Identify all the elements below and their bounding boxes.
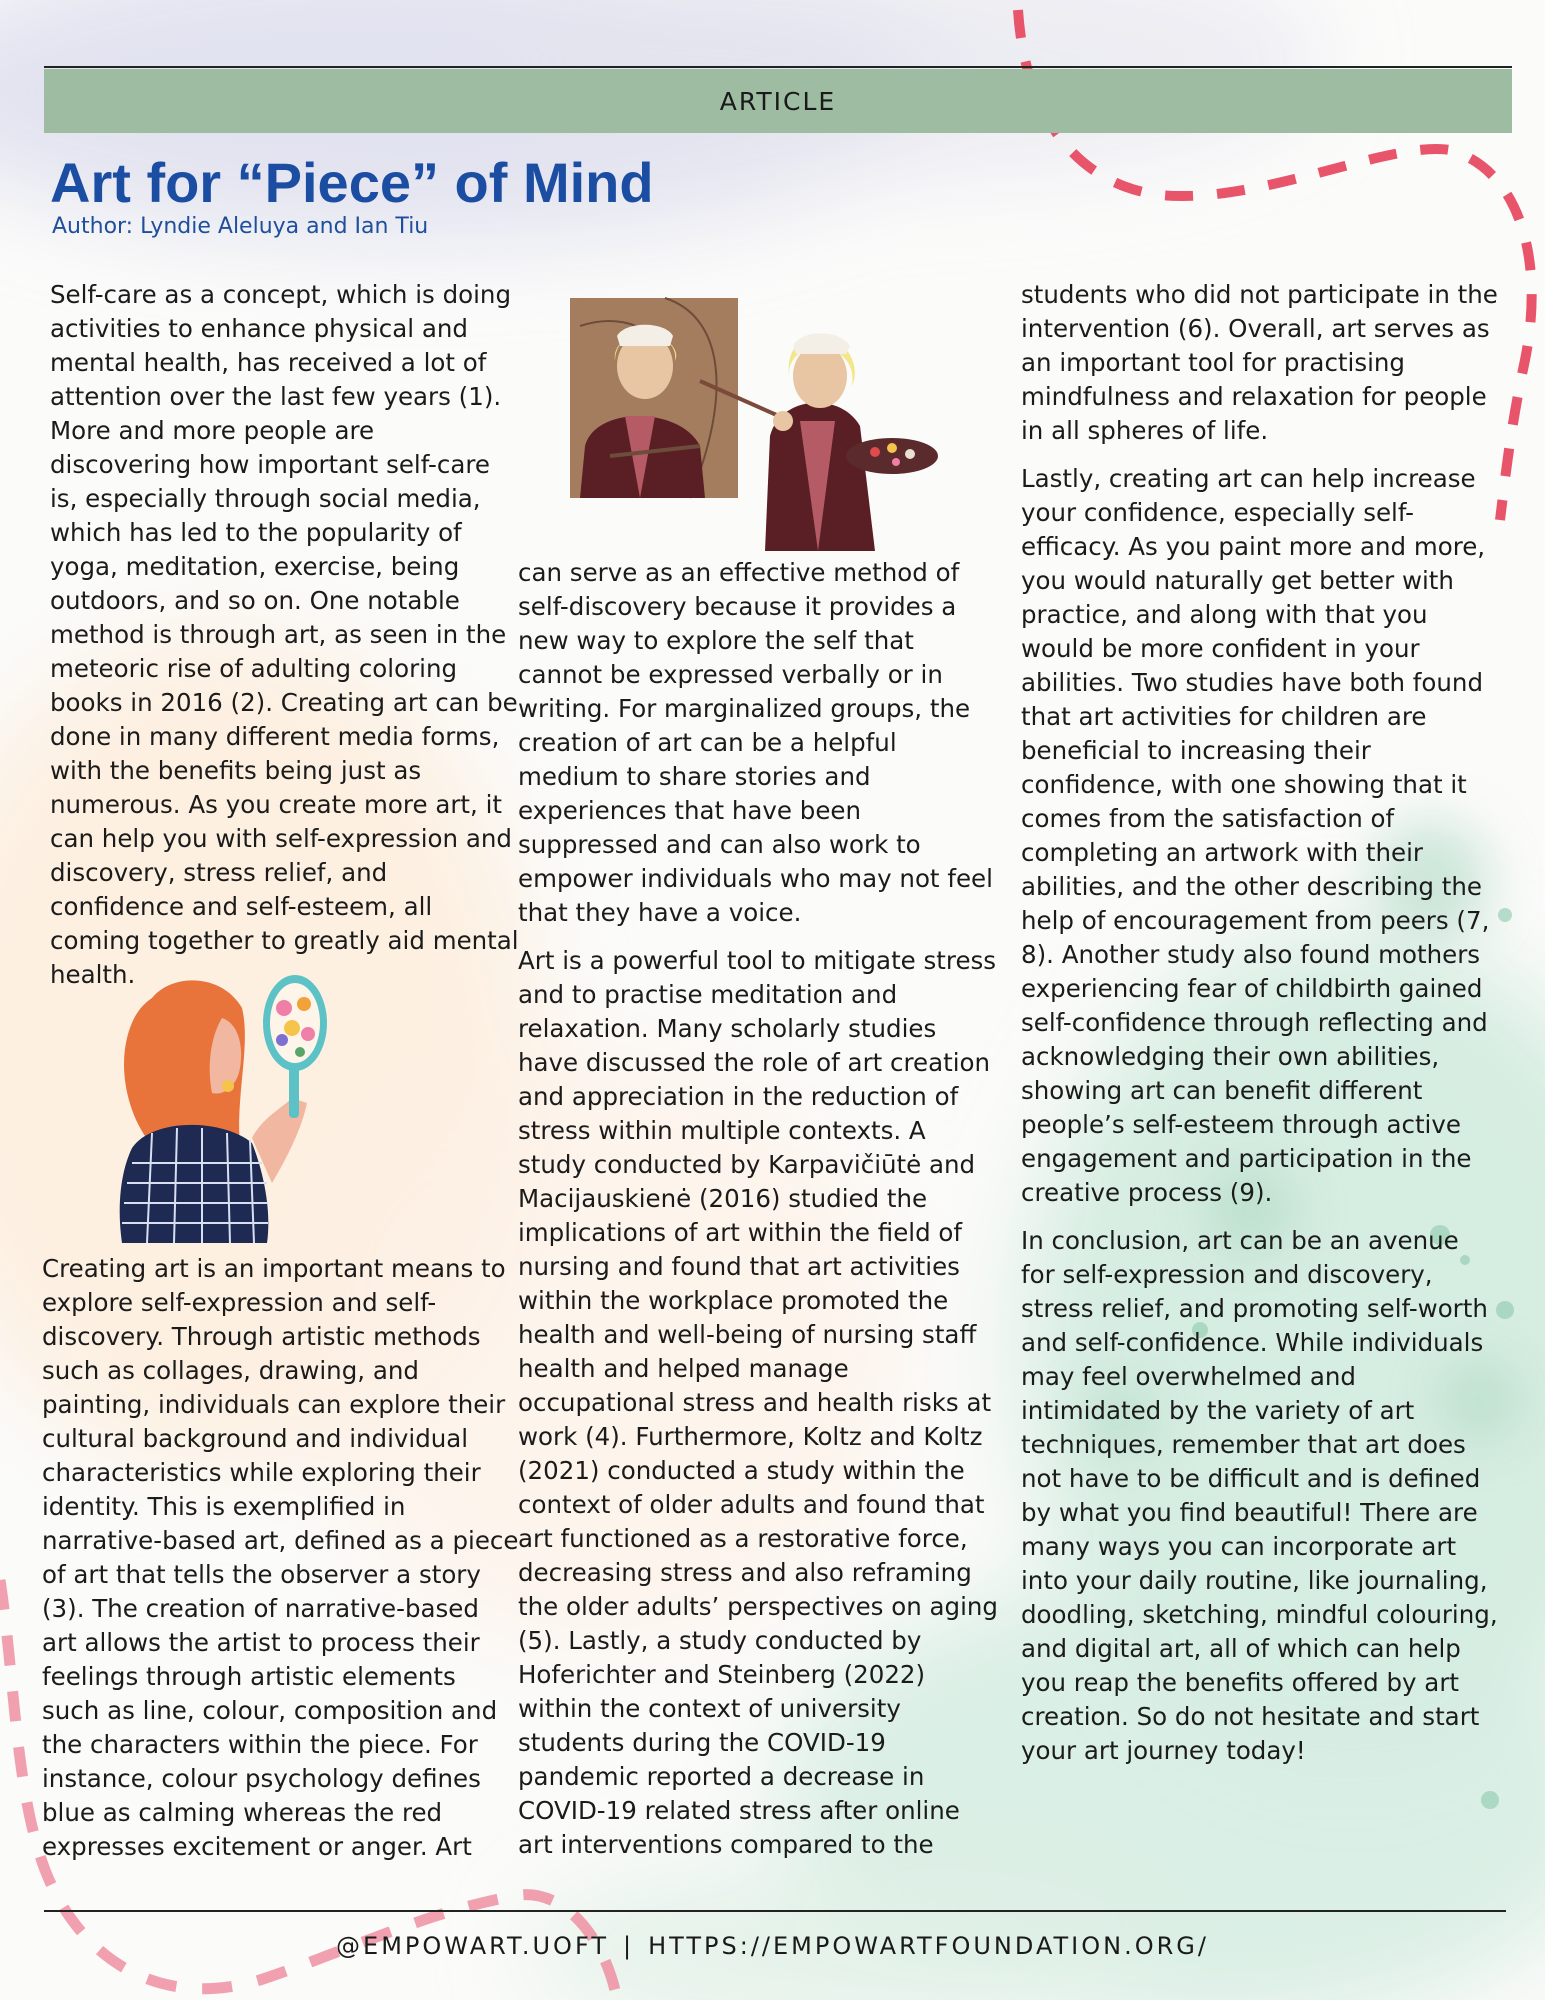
paragraph-self-expression: Creating art is an important means to explore self-expression and self-discovery. Through artistic methods such as collages, drawing, and painting, individuals can explore their cultural background and individual characteristics while exploring their identity. This is exemplified in narrative-based art, defined as a piece of art that tells the observer a story (3). The creation of narrative-based art allows the artist to process their feelings through artistic elements such as line, colour, composition and the characters within the piece. For instance, colour psychology defines blue as calming whereas the red expresses excitement or anger. Art: [42, 1254, 519, 1861]
paragraph-mindfulness: students who did not participate in the intervention (6). Overall, art serves as an important tool for practising mindfulness and relaxation for people in all spheres of life.: [1021, 280, 1498, 445]
article-title: Art for “Piece” of Mind: [50, 151, 654, 214]
bottom-rule: [44, 1910, 1506, 1912]
paragraph-self-discovery: can serve as an effective method of self-discovery because it provides a new way to explore the self that cannot be expressed verbally or in writing. For marginalized groups, the creation of art can be a helpful medium to share stories and experiences that have been suppressed and can also work to empower individuals who may not feel that they have a voice.: [518, 558, 993, 927]
painter-self-portrait-illustration: [570, 296, 938, 551]
banner-label: ARTICLE: [719, 86, 837, 116]
article-author: Author: Lyndie Aleluya and Ian Tiu: [52, 214, 429, 239]
column-1-top: [50, 278, 520, 992]
paragraph-stress-relief: Art is a powerful tool to mitigate stress and to practise meditation and relaxation. Many scholarly studies have discussed the role of art creation and appreciation in the reduction of stress within multiple contexts. A study conducted by Karpavičiūtė and Macijauskienė (2016) studied the implications of art within the field of nursing and found that art activities within the workplace promoted the health and well-being of nursing staff health and helped manage occupational stress and health risks at work (4). Furthermore, Koltz and Koltz (2021) conducted a study within the context of older adults and found that art functioned as a restorative force, decreasing stress and also reframing the older adults’ perspectives on aging (5). Lastly, a study conducted by Hoferichter and Steinberg (2022) within the context of university students during the COVID-19 pandemic reported a decrease in COVID-19 related stress after online art interventions compared to the: [518, 946, 998, 1859]
paragraph-confidence: Lastly, creating art can help increase your confidence, especially self-efficacy. As you paint more and more, you would naturally get better with practice, and along with that you would be more confident in your abilities. Two studies have both found that art activities for children are beneficial to increasing their confidence, with one showing that it comes from the satisfaction of completing an artwork with their abilities, and the other describing the help of encouragement from peers (7, 8). Another study also found mothers experiencing fear of childbirth gained self-confidence through reflecting and acknowledging their own abilities, showing art can benefit different people’s self-esteem through active engagement and participation in the creative process (9).: [1021, 464, 1490, 1207]
paragraph-conclusion: In conclusion, art can be an avenue for self-expression and discovery, stress relief, and promoting self-worth and self-confidence. While individuals may feel overwhelmed and intimidated by the variety of art techniques, remember that art does not have to be difficult and is defined by what you find beautiful! There are many ways you can incorporate art into your daily routine, like journaling, doodling, sketching, mindful colouring, and digital art, all of which can help you reap the benefits offered by art creation. So do not hesitate and start your art journey today!: [1021, 1226, 1498, 1765]
article-banner: [44, 69, 1512, 133]
footer-website-link[interactable]: HTTPS://EMPOWARTFOUNDATION.ORG/: [648, 1932, 1209, 1960]
top-rule: [44, 66, 1512, 68]
column-3: [1021, 278, 1499, 1768]
paragraph-intro: Self-care as a concept, which is doing activities to enhance physical and mental health, has received a lot of attention over the last few years (1). More and more people are discovering how important self-care is, especially through social media, which has led to the popularity of yoga, meditation, exercise, being outdoors, and so on. One notable method is through art, as seen in the meteoric rise of adulting coloring books in 2016 (2). Creating art can be done in many different media forms, with the benefits being just as numerous. As you create more art, it can help you with self-expression and discovery, stress relief, and confidence and self-esteem, all coming together to greatly aid mental health.: [50, 280, 519, 989]
footer-instagram-handle[interactable]: @EMPOWART.UOFT: [336, 1932, 609, 1960]
footer-separator: |: [623, 1932, 635, 1960]
column-1-bottom: [42, 1252, 520, 1864]
footer: [0, 1932, 1545, 1960]
column-2: [518, 556, 998, 1862]
woman-with-flower-mirror-illustration: [112, 968, 332, 1243]
